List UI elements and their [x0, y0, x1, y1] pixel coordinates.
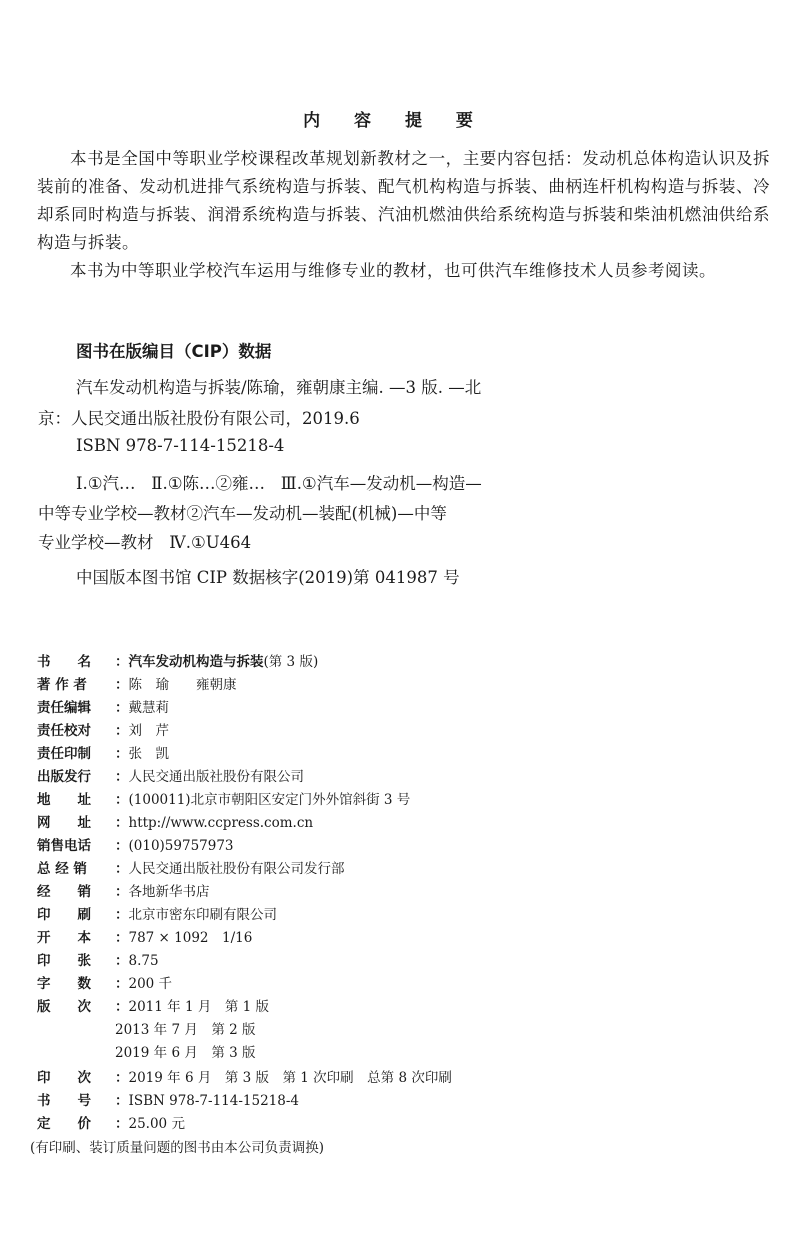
label: 字 数 [37, 976, 91, 992]
info-author: 著 作 者 ：陈 瑜 雍朝康 [37, 673, 237, 693]
label: 定 价 [37, 1116, 91, 1132]
info-editor: 责任编辑 ：戴慧莉 [37, 696, 169, 716]
info-proof: 责任校对 ：刘 芹 [37, 719, 169, 739]
label: 总 经 销 [37, 861, 87, 877]
editor: 戴慧莉 [128, 700, 169, 716]
book-name: 汽车发动机构造与拆装 [128, 654, 264, 670]
label: 责任校对 [37, 723, 91, 739]
info-edition-2 [115, 1018, 256, 1038]
label: 版 次 [37, 999, 91, 1015]
info-isbn: 书 号 ：ISBN 978-7-114-15218-4 [37, 1089, 299, 1109]
info-seller: 经 销 ：各地新华书店 [37, 880, 210, 900]
label: 责任编辑 [37, 700, 91, 716]
summary-title: 内 容 提 要 [303, 111, 487, 131]
cip-line: ISBN 978-7-114-15218-4 [76, 436, 285, 455]
label: 经 销 [37, 884, 91, 900]
address: (100011)北京市朝阳区安定门外外馆斜街 3 号 [128, 792, 411, 808]
info-words: 字 数 ：200 千 [37, 972, 172, 992]
info-print-manager: 责任印制 ：张 凯 [37, 742, 169, 762]
info-edition: 版 次 ：2011 年 1 月 第 1 版 [37, 995, 269, 1015]
cip-line: 中等专业学校—教材②汽车—发动机—装配(机械)—中等 [38, 504, 447, 523]
info-edition-3 [115, 1041, 256, 1061]
label: 地 址 [37, 792, 91, 808]
quality-notice: (有印刷、装订质量问题的图书由本公司负责调换) [30, 1140, 325, 1156]
price: 25.00 元 [128, 1116, 185, 1132]
info-phone: 销售电话 ：(010)59757973 [37, 834, 234, 854]
label: 印 次 [37, 1070, 91, 1086]
cip-line: 专业学校—教材 Ⅳ.①U464 [38, 533, 252, 552]
impression: 2019 年 6 月 第 3 版 第 1 次印刷 总第 8 次印刷 [128, 1070, 452, 1086]
edition-2: 2013 年 7 月 第 2 版 [115, 1022, 256, 1038]
info-publisher: 出版发行 ：人民交通出版社股份有限公司 [37, 765, 304, 785]
info-address: 地 址 ：(100011)北京市朝阳区安定门外外馆斜街 3 号 [37, 788, 410, 808]
proofreader: 刘 芹 [128, 723, 169, 739]
info-notice [30, 1136, 324, 1156]
info-price: 定 价 ：25.00 元 [37, 1112, 185, 1132]
author: 陈 瑜 雍朝康 [128, 677, 237, 693]
label: 网 址 [37, 815, 91, 831]
distributor: 人民交通出版社股份有限公司发行部 [128, 861, 345, 877]
cip-line: 汽车发动机构造与拆装/陈瑜，雍朝康主编. —3 版. —北 [76, 378, 482, 397]
isbn: ISBN 978-7-114-15218-4 [128, 1093, 300, 1109]
words: 200 千 [128, 976, 173, 992]
sheets: 8.75 [128, 953, 159, 969]
info-book-name: 书 名 ：汽车发动机构造与拆装(第 3 版) [37, 650, 318, 670]
info-distributor: 总 经 销 ：人民交通出版社股份有限公司发行部 [37, 857, 345, 877]
format: 787 × 1092 1/16 [128, 930, 253, 946]
seller: 各地新华书店 [128, 884, 210, 900]
label: 开 本 [37, 930, 91, 946]
edition-1: 2011 年 1 月 第 1 版 [128, 999, 269, 1015]
label: 出版发行 [37, 769, 91, 785]
label: 书 名 [37, 654, 91, 670]
summary-paragraph-1: 本书是全国中等职业学校课程改革规划新教材之一，主要内容包括：发动机总体构造认识及拆装前的准备、发动机进排气系统构造与拆装、配气机构构造与拆装、曲柄连杆机构构造与拆装、冷却系同时构造与拆装、润滑系统构造与拆装、汽油机燃油供给系统构造与拆装和柴油机燃油供给系构造与拆装。 [37, 149, 770, 252]
book-edition: (第 3 版) [263, 654, 319, 670]
cip-line: 京：人民交通出版社股份有限公司，2019.6 [38, 409, 360, 428]
info-printer: 印 刷 ：北京市密东印刷有限公司 [37, 903, 277, 923]
cip-heading: 图书在版编目（CIP）数据 [76, 342, 272, 361]
label: 销售电话 [37, 838, 91, 854]
label: 印 张 [37, 953, 91, 969]
info-website: 网 址 ：http://www.ccpress.com.cn [37, 811, 313, 831]
cip-line: Ⅰ.①汽… Ⅱ.①陈…②雍… Ⅲ.①汽车—发动机—构造— [76, 474, 482, 493]
phone: (010)59757973 [128, 838, 234, 854]
label: 书 号 [37, 1093, 91, 1109]
edition-3: 2019 年 6 月 第 3 版 [115, 1045, 256, 1061]
info-impression: 印 次 ：2019 年 6 月 第 3 版 第 1 次印刷 总第 8 次印刷 [37, 1066, 452, 1086]
print-manager: 张 凯 [128, 746, 169, 762]
label: 印 刷 [37, 907, 91, 923]
label: 著 作 者 [37, 677, 87, 693]
label: 责任印制 [37, 746, 91, 762]
info-sheets: 印 张 ：8.75 [37, 949, 159, 969]
printer: 北京市密东印刷有限公司 [128, 907, 277, 923]
cip-line: 中国版本图书馆 CIP 数据核字(2019)第 041987 号 [76, 568, 460, 587]
info-format: 开 本 ：787 × 1092 1/16 [37, 926, 252, 946]
summary-paragraph-2: 本书为中等职业学校汽车运用与维修专业的教材，也可供汽车维修技术人员参考阅读。 [70, 261, 716, 280]
website: http://www.ccpress.com.cn [128, 815, 314, 831]
publisher: 人民交通出版社股份有限公司 [128, 769, 304, 785]
